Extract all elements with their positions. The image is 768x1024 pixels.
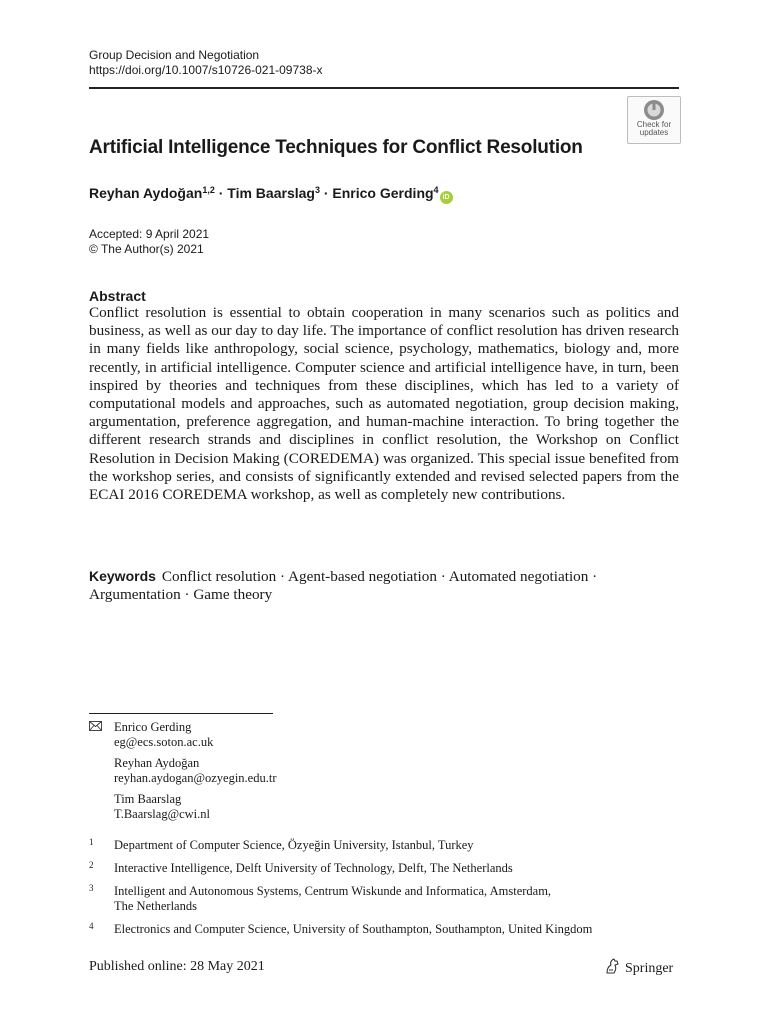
contact-entry [89, 756, 277, 785]
check-for-updates-badge[interactable] [627, 96, 681, 144]
doi-link[interactable]: https://doi.org/10.1007/s10726-021-09738-x [89, 63, 323, 77]
affiliation-number: 2 [89, 860, 94, 870]
author-name[interactable]: Reyhan Aydoğan [89, 185, 203, 201]
accepted-date: Accepted: 9 April 2021 [89, 227, 210, 241]
affiliation-item [89, 838, 689, 853]
contact-email[interactable]: reyhan.aydogan@ozyegin.edu.tr [114, 770, 277, 785]
affiliation-text: Electronics and Computer Science, University of Southampton, Southampton, United Kingdom [114, 921, 593, 936]
contact-name: Enrico Gerding [114, 720, 192, 734]
author-separator: · [319, 185, 333, 201]
abstract-heading: Abstract [89, 288, 146, 304]
affiliation-item [89, 922, 689, 937]
contact-entry [89, 720, 277, 749]
journal-header [89, 48, 323, 78]
publisher-logo [603, 957, 673, 977]
affiliation-text: Interactive Intelligence, Delft University of Technology, Delft, The Netherlands [114, 861, 513, 875]
springer-horse-icon [603, 957, 621, 975]
badge-line2: updates [639, 128, 669, 137]
affiliation-text: Department of Computer Science, Özyeğin University, Istanbul, Turkey [114, 838, 474, 852]
affiliation-number: 4 [89, 920, 94, 931]
publisher-name: Springer [625, 961, 674, 976]
contact-email[interactable]: T.Baarslag@cwi.nl [114, 806, 210, 821]
header-rule [89, 87, 679, 89]
author-affiliation-marker: 1,2 [202, 185, 215, 195]
keywords-section [89, 567, 679, 604]
check-for-updates-icon [628, 98, 680, 122]
contact-name: Reyhan Aydoğan [114, 756, 200, 770]
journal-name: Group Decision and Negotiation [89, 48, 260, 62]
footnote-rule [89, 713, 273, 714]
author-affiliation-marker: 4 [433, 185, 439, 195]
keywords-label: Keywords [89, 568, 156, 584]
author-affiliation-marker: 3 [314, 185, 320, 195]
publication-dates [89, 227, 209, 257]
copyright-notice: © The Author(s) 2021 [89, 242, 204, 256]
contact-name: Tim Baarslag [114, 792, 182, 806]
contact-entry [89, 792, 277, 821]
affiliation-number: 1 [89, 837, 94, 847]
published-online-date: Published online: 28 May 2021 [89, 959, 265, 974]
badge-line1: Check for [636, 120, 672, 129]
paper-title: Artificial Intelligence Techniques for Conflict Resolution [89, 137, 583, 158]
author-list [89, 185, 453, 204]
affiliation-text: Intelligent and Autonomous Systems, Centrum Wiskunde and Informatica, Amsterdam, [114, 884, 552, 898]
affiliation-text-continued: The Netherlands [114, 898, 197, 913]
affiliation-number: 3 [89, 883, 94, 893]
affiliation-item [89, 884, 689, 913]
orcid-icon[interactable]: iD [440, 191, 453, 204]
contact-email[interactable]: eg@ecs.soton.ac.uk [114, 734, 214, 749]
envelope-icon [89, 721, 102, 731]
abstract-text: Conflict resolution is essential to obtain cooperation in many scenarios such as politics and business, as well as our day to day life. The importance of conflict resolution has driven research in many fields like anthropology, social science, psychology, mathematics, biology and, more recently, in artificial intelligence. Computer science and artificial intelligence have, in turn, been inspired by theories and techniques from these disciplines, which has led to a variety of computational models and approaches, such as automated negotiation, group decision making, argumentation, preference aggregation, and human-machine interaction. To bring together the different research strands and disciplines in conflict resolution, the Workshop on Conflict Resolution in Decision Making (COREDEMA) was organized. This special issue benefited from the workshop series, and consists of significantly extended and revised selected papers from the ECAI 2016 COREDEMA workshop, as well as completely new contributions. [89, 304, 679, 504]
corresponding-contacts [89, 720, 277, 828]
author-separator: · [214, 185, 228, 201]
affiliation-item [89, 861, 689, 876]
affiliation-list [89, 838, 689, 945]
author-name[interactable]: Tim Baarslag [227, 185, 315, 201]
author-name[interactable]: Enrico Gerding [332, 185, 434, 201]
keywords-text: Conflict resolution · Agent-based negotiation · Automated negotiation · Argumentation · Game theory [89, 568, 598, 604]
